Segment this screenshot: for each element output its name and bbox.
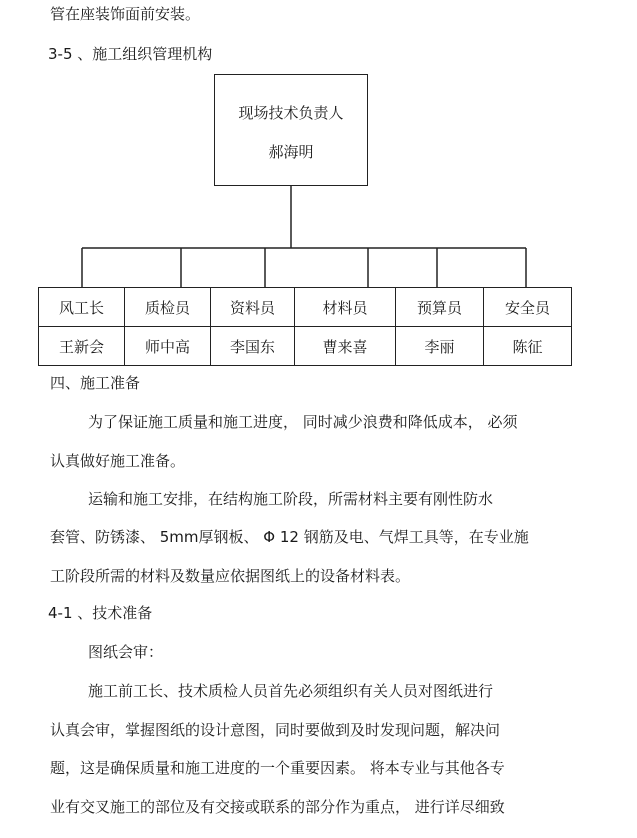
paragraph-line: 题，这是确保质量和施工进度的一个重要因素。 将本专业与其他各专 [50, 759, 505, 777]
name-cell: 曹来喜 [295, 327, 396, 366]
paragraph-line: 工阶段所需的材料及数量应依据图纸上的设备材料表。 [50, 567, 411, 585]
role-cell: 风工长 [39, 288, 125, 327]
paragraph-line: 套管、防锈漆、 5mm厚钢板、 Φ 12 钢筋及电、气焊工具等，在专业施 [50, 528, 529, 546]
roles-row [39, 288, 572, 327]
paragraph-line: 为了保证施工质量和施工进度， 同时减少浪费和降低成本， 必须 [88, 413, 518, 431]
names-row [39, 327, 572, 366]
paragraph-line: 认真会审，掌握图纸的设计意图，同时要做到及时发现问题，解决问 [50, 721, 501, 739]
section-heading: 3-5 、施工组织管理机构 [48, 45, 213, 63]
role-cell: 预算员 [396, 288, 484, 327]
paragraph-line: 运输和施工安排，在结构施工阶段，所需材料主要有刚性防水 [88, 490, 494, 508]
name-cell: 王新会 [39, 327, 125, 366]
paragraph-line: 认真做好施工准备。 [50, 452, 186, 470]
text-line: 管在座装饰面前安装。 [50, 5, 201, 23]
role-cell: 材料员 [295, 288, 396, 327]
name-cell: 李国东 [211, 327, 295, 366]
name-cell: 李丽 [396, 327, 484, 366]
section-heading: 四、施工准备 [50, 374, 141, 392]
role-cell: 安全员 [484, 288, 572, 327]
org-head-title: 现场技术负责人 [238, 104, 344, 122]
role-cell: 资料员 [211, 288, 295, 327]
name-cell: 师中高 [125, 327, 211, 366]
paragraph-line: 施工前工长、技术质检人员首先必须组织有关人员对图纸进行 [88, 682, 494, 700]
name-cell: 陈征 [484, 327, 572, 366]
org-roles-table [38, 287, 572, 366]
role-cell: 质检员 [125, 288, 211, 327]
subheading: 图纸会审： [88, 643, 164, 661]
section-heading: 4-1 、技术准备 [48, 604, 153, 622]
paragraph-line: 业有交叉施工的部位及有交接或联系的部分作为重点， 进行详尽细致 [50, 798, 505, 816]
org-head-name: 郝海明 [268, 143, 314, 161]
